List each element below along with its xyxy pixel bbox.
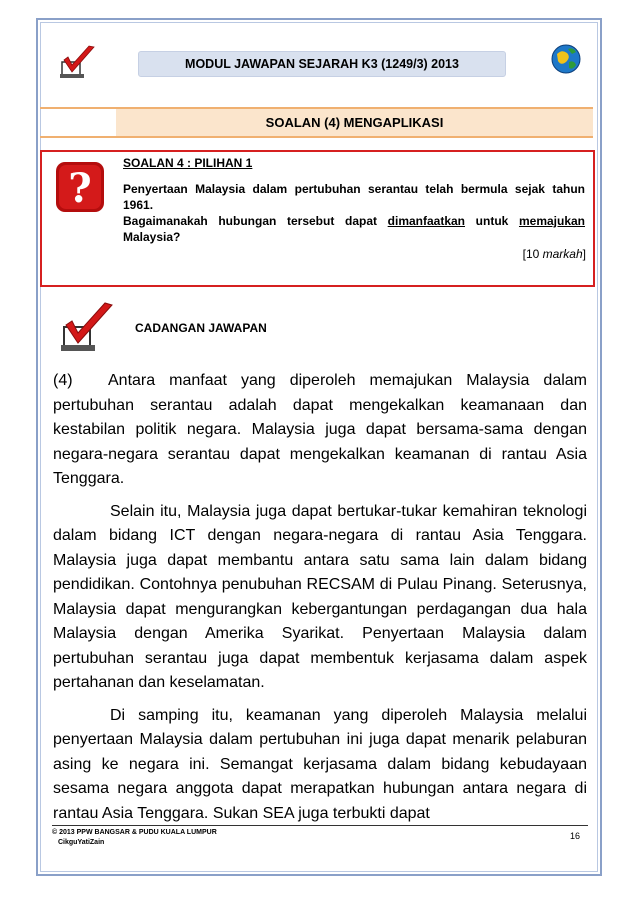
section-title: SOALAN (4) MENGAPLIKASI <box>265 115 444 130</box>
underlined-word: dimanfaatkan <box>387 214 466 228</box>
question-line-1: Penyertaan Malaysia dalam pertubuhan serantau telah bermula sejak tahun 1961. <box>123 182 585 212</box>
check-icon <box>58 44 98 80</box>
page-number: 16 <box>570 831 581 841</box>
module-title: MODUL JAWAPAN SEJARAH K3 (1249/3) 2013 <box>185 57 459 71</box>
answer-heading: CADANGAN JAWAPAN <box>135 321 267 335</box>
question-line-2: Bagaimanakah hubungan tersebut dapat dimanfaatkan untuk memajukan Malaysia? <box>123 214 586 244</box>
question-text <box>123 181 585 245</box>
answer-number: (4) <box>53 372 73 389</box>
svg-text:?: ? <box>68 165 92 212</box>
answer-paragraph: (4) Antara manfaat yang diperoleh memajukan Malaysia dalam pertubuhan serantau adalah dapat mengekalkan keamanaan dan kestabilan politik negara. Malaysia juga dapat bersama-sama dengan negara-negara serantau dapat mengekalkan keamanan di rantau Asia Tenggara. <box>53 369 587 492</box>
underlined-word: memajukan <box>518 214 586 228</box>
question-mark-icon <box>54 160 106 214</box>
footer-rule <box>52 825 588 826</box>
footer-copyright: © 2013 PPW BANGSAR & PUDU KUALA LUMPUR <box>52 829 217 836</box>
answer-paragraph: Di samping itu, keamanan yang diperoleh Malaysia melalui penyertaan Malaysia dalam pertubuhan ini juga dapat menarik pelaburan asing ke negara ini. Semangat kerjasama dalam bidang kebudayaan sesama negara anggota dapat merapatkan hubungan antara negara di rantau Asia Tenggara. Sukan SEA juga terbukti dapat <box>53 706 587 822</box>
check-icon <box>58 301 116 355</box>
footer-author: CikguYatiZain <box>58 839 105 846</box>
answer-paragraph: Selain itu, Malaysia juga dapat bertukar-tukar kemahiran teknologi dalam bidang ICT dengan negara-negara di rantau Asia Tenggara. Malaysia juga dapat membantu antara satu sama lain dalam bidang pendidikan. Contohnya penubuhan RECSAM di Pulau Pinang. Seterusnya, Malaysia dapat mengurangkan kebergantungan perdagangan dua hala Malaysia dengan Amerika Syarikat. Penyertaan Malaysia dalam pertubuhan serantau juga dapat membentuk kerjasama dalam aspek pertahanan dan keselamatan. <box>53 502 587 691</box>
section-rule-bottom <box>40 136 593 138</box>
globe-icon <box>549 42 583 76</box>
answer-body <box>53 369 587 834</box>
marks-label: [10 markah] <box>522 247 586 261</box>
question-heading: SOALAN 4 : PILIHAN 1 <box>123 156 253 170</box>
